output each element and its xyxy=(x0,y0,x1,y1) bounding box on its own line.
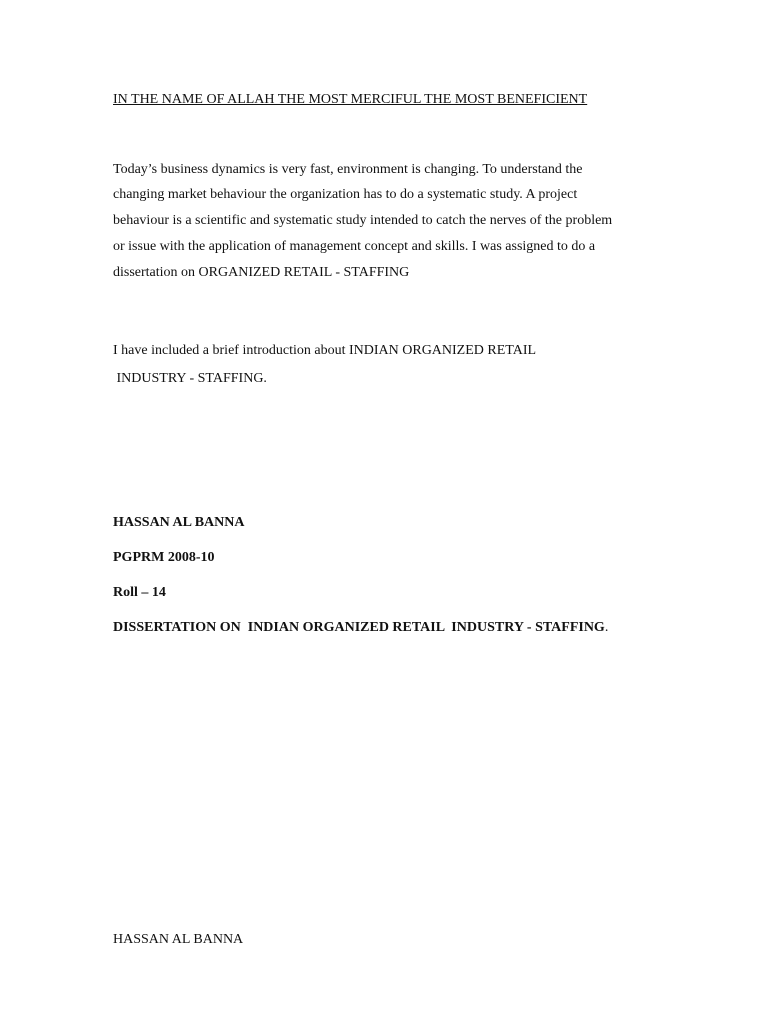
program-label: PGPRM 2008-10 xyxy=(113,550,215,565)
intro-line-2: changing market behaviour the organization has to do a systematic study. A project xyxy=(113,187,578,202)
included-line-1: I have included a brief introduction about INDIAN ORGANIZED RETAIL xyxy=(113,343,537,358)
dissertation-title-period: . xyxy=(604,620,609,635)
dissertation-title-text: DISSERTATION ON INDIAN ORGANIZED RETAIL INDUSTRY - STAFFING xyxy=(113,620,605,635)
intro-line-3: behaviour is a scientific and systematic study intended to catch the nerves of the problem xyxy=(113,213,613,228)
included-line-2: INDUSTRY - STAFFING. xyxy=(113,371,267,386)
author-name: HASSAN AL BANNA xyxy=(113,515,245,530)
intro-line-5: dissertation on ORGANIZED RETAIL - STAFFING xyxy=(113,265,410,280)
page-heading: IN THE NAME OF ALLAH THE MOST MERCIFUL THE MOST BENEFICIENT xyxy=(113,92,588,107)
footer-author-name: HASSAN AL BANNA xyxy=(113,932,244,947)
roll-number: Roll – 14 xyxy=(113,585,166,600)
intro-line-1: Today’s business dynamics is very fast, environment is changing. To understand the xyxy=(113,162,583,177)
dissertation-title xyxy=(113,620,608,636)
intro-line-4: or issue with the application of management concept and skills. I was assigned to do a xyxy=(113,239,596,254)
